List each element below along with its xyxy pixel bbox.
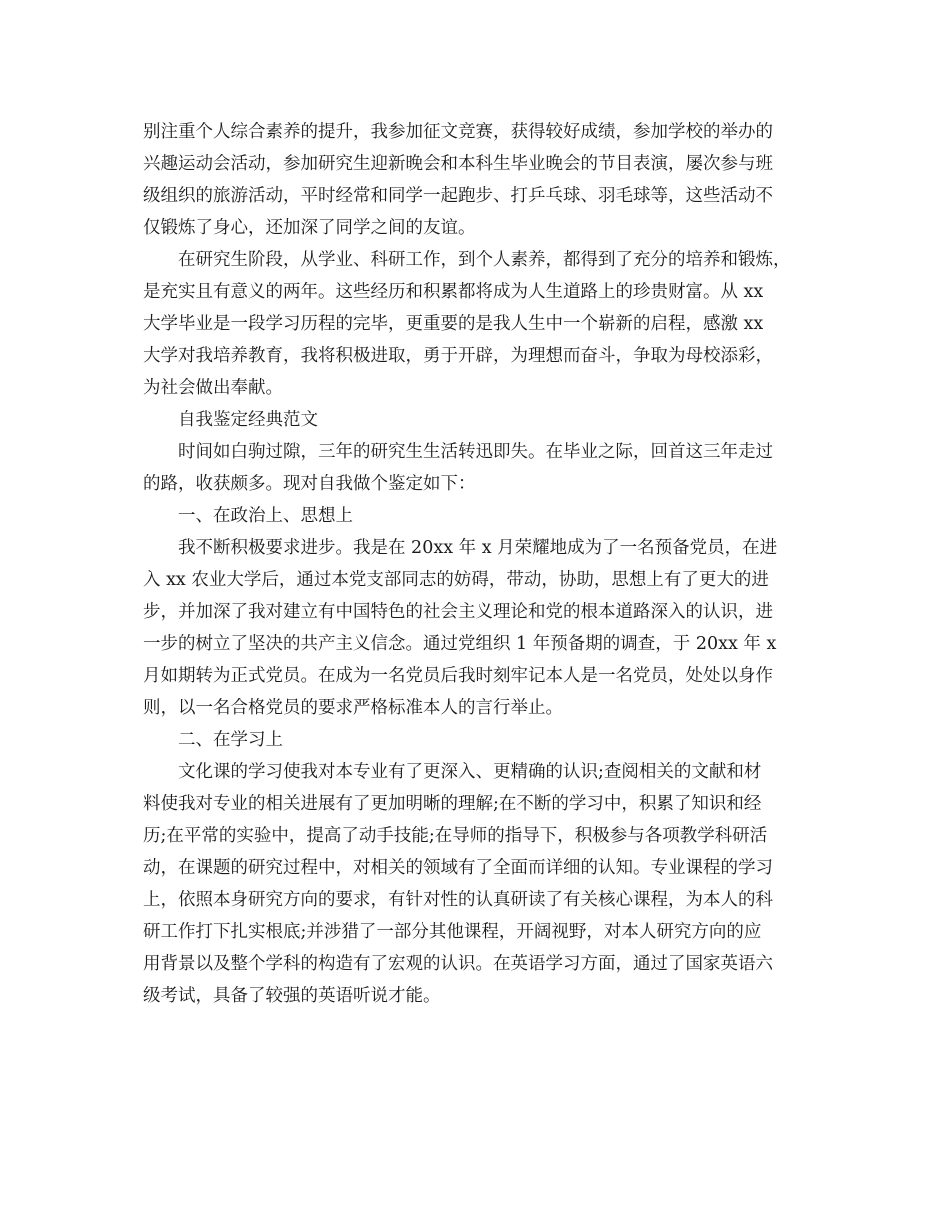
text-line: 的路，收获颇多。现对自我做个鉴定如下： (143, 474, 476, 494)
text-line: 月如期转为正式党员。在成为一名党员后我时刻牢记本人是一名党员，处处以身作 (143, 666, 773, 686)
text-line: 上，依照本身研究方向的要求，有针对性的认真研读了有关核心课程，为本人的科 (143, 890, 773, 910)
text-line: 自我鉴定经典范文 (178, 410, 318, 430)
text-line: 步，并加深了我对建立有中国特色的社会主义理论和党的根本道路深入的认识，进 (143, 602, 773, 622)
text-line: 是充实且有意义的两年。这些经历和积累都将成为人生道路上的珍贵财富。从 xx (143, 282, 764, 302)
text-line: 一步的树立了坚决的共产主义信念。通过党组织 1 年预备期的调查，于 20xx 年 x (143, 634, 777, 654)
text-line: 别注重个人综合素养的提升，我参加征文竞赛，获得较好成绩，参加学校的举办的 (143, 122, 773, 142)
text-line: 为社会做出奉献。 (143, 378, 283, 398)
text-line: 入 xx 农业大学后，通过本党支部同志的妨碍，带动，协助，思想上有了更大的进 (143, 570, 769, 590)
text-line: 级组织的旅游活动，平时经常和同学一起跑步、打乒乓球、羽毛球等，这些活动不 (143, 186, 773, 206)
text-line: 历;在平常的实验中，提高了动手技能;在导师的指导下，积极参与各项教学科研活 (143, 826, 768, 846)
text-line: 仅锻炼了身心，还加深了同学之间的友谊。 (143, 218, 476, 238)
text-line: 大学对我培养教育，我将积极进取，勇于开辟，为理想而奋斗，争取为母校添彩， (143, 346, 773, 366)
text-line: 二、在学习上 (178, 730, 283, 750)
text-line: 一、在政治上、思想上 (178, 506, 353, 526)
text-line: 我不断积极要求进步。我是在 20xx 年 x 月荣耀地成为了一名预备党员，在进 (178, 538, 778, 558)
document-body (143, 116, 813, 1012)
text-line: 用背景以及整个学科的构造有了宏观的认识。在英语学习方面，通过了国家英语六 (143, 954, 773, 974)
text-line: 大学毕业是一段学习历程的完毕，更重要的是我人生中一个崭新的启程，感激 xx (143, 314, 764, 334)
text-line: 料使我对专业的相关进展有了更加明晰的理解;在不断的学习中，积累了知识和经 (143, 794, 762, 814)
text-line: 级考试，具备了较强的英语听说才能。 (143, 986, 441, 1006)
text-line: 在研究生阶段，从学业、科研工作，到个人素养，都得到了充分的培养和锻炼， (178, 250, 791, 270)
text-line: 研工作打下扎实根底;并涉猎了一部分其他课程，开阔视野，对本人研究方向的应 (143, 922, 762, 942)
text-line: 则，以一名合格党员的要求严格标准本人的言行举止。 (143, 698, 563, 718)
text-line: 时间如白驹过隙，三年的研究生生活转迅即失。在毕业之际，回首这三年走过 (178, 442, 773, 462)
text-line: 文化课的学习使我对本专业有了更深入、更精确的认识;查阅相关的文献和材 (178, 762, 762, 782)
text-line: 兴趣运动会活动，参加研究生迎新晚会和本科生毕业晚会的节目表演，屡次参与班 (143, 154, 773, 174)
text-line: 动，在课题的研究过程中，对相关的领域有了全面而详细的认知。专业课程的学习 (143, 858, 773, 878)
